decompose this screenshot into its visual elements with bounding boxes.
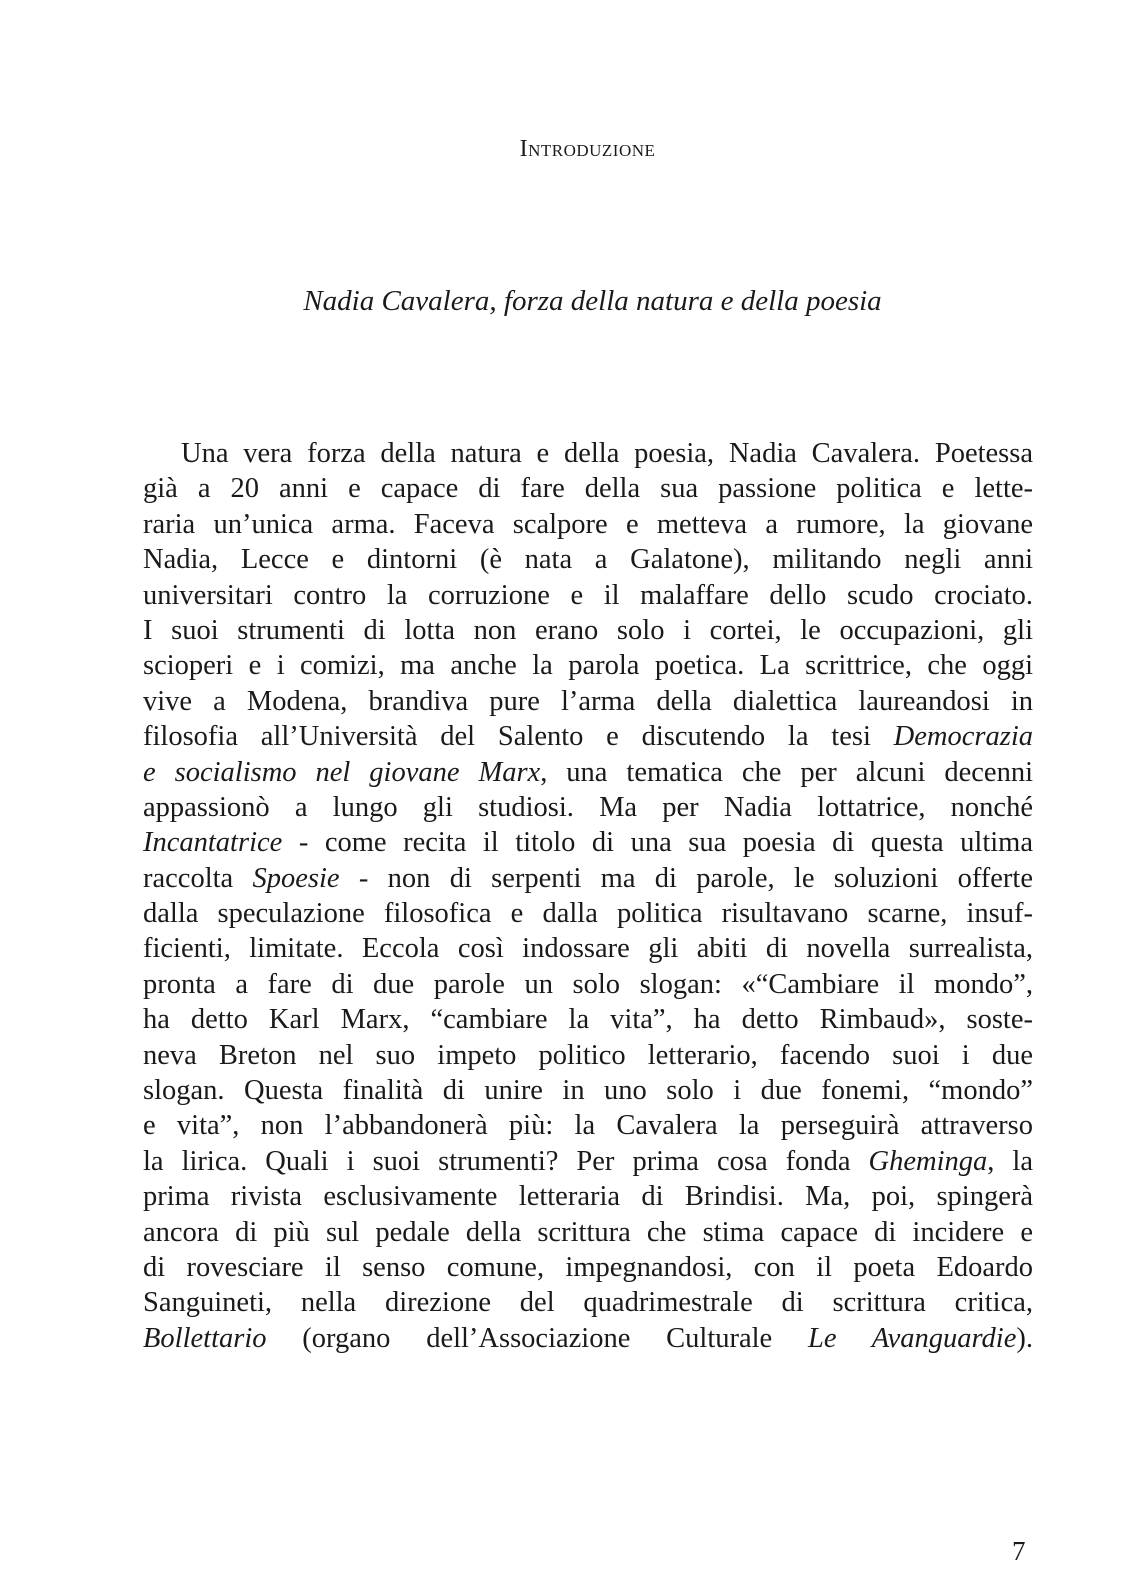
text-line: Bollettario (organo dell’Associazione Culturale Le Avanguardie).: [143, 1322, 1033, 1354]
text-line: universitari contro la corruzione e il malaffare dello scudo crociato.: [143, 579, 1033, 611]
magazine-title-italic: Gheminga: [868, 1145, 988, 1177]
text-line: ha detto Karl Marx, “cambiare la vita”, ha detto Rimbaud», soste-: [143, 1004, 1033, 1036]
text-line: vive a Modena, brandiva pure l’arma della dialettica laureandosi in: [143, 685, 1033, 717]
text-line: scioperi e i comizi, ma anche la parola poetica. La scrittrice, che oggi: [143, 650, 1033, 682]
poem-title-italic: Incantatrice: [143, 827, 283, 859]
text-line: pronta a fare di due parole un solo slogan: «“Cambiare il mondo”,: [143, 968, 1033, 1000]
text-line: ancora di più sul pedale della scrittura che stima capace di incidere e: [143, 1216, 1033, 1248]
association-name-italic: Le Avanguardie: [808, 1322, 1017, 1354]
article-title: Nadia Cavalera, forza della natura e della poesia: [303, 285, 882, 317]
text-line: Una vera forza della natura e della poesia, Nadia Cavalera. Poetessa: [181, 438, 1033, 469]
body-paragraph: [143, 436, 1033, 1356]
text-line: dalla speculazione filosofica e dalla politica risultavano scarne, insuf-: [143, 898, 1033, 930]
text-line: ficienti, limitate. Eccola così indossare gli abiti di novella surrealista,: [143, 933, 1033, 965]
text-line: slogan. Questa finalità di unire in uno solo i due fonemi, “mondo”: [143, 1075, 1033, 1107]
text-line: I suoi strumenti di lotta non erano solo i cortei, le occupazioni, gli: [143, 614, 1033, 646]
collection-title-italic: Spoesie: [252, 862, 340, 894]
section-heading: Introduzione: [519, 136, 656, 162]
text-line: Sanguineti, nella direzione del quadrimestrale di scrittura critica,: [143, 1287, 1033, 1319]
text-line: Incantatrice - come recita il titolo di una sua poesia di questa ultima: [143, 827, 1033, 859]
text-line: neva Breton nel suo impeto politico letterario, facendo suoi i due: [143, 1039, 1033, 1071]
page-number: 7: [1012, 1536, 1026, 1566]
text-line: e vita”, non l’abbandonerà più: la Cavalera la perseguirà attraverso: [143, 1110, 1033, 1142]
text-line: già a 20 anni e capace di fare della sua passione politica e lette-: [143, 473, 1033, 505]
text-line: prima rivista esclusivamente letteraria di Brindisi. Ma, poi, spingerà: [143, 1181, 1033, 1213]
text-line: raria un’unica arma. Faceva scalpore e metteva a rumore, la giovane: [143, 508, 1033, 540]
thesis-title-italic: e socialismo nel giovane Marx: [143, 756, 541, 788]
text-line: raccolta Spoesie - non di serpenti ma di parole, le soluzioni offerte: [143, 862, 1033, 894]
text-line: appassionò a lungo gli studiosi. Ma per Nadia lottatrice, nonché: [143, 791, 1033, 823]
text-line: di rovesciare il senso comune, impegnandosi, con il poeta Edoardo: [143, 1251, 1033, 1283]
text-line: e socialismo nel giovane Marx, una tematica che per alcuni decenni: [143, 756, 1033, 788]
text-line: Nadia, Lecce e dintorni (è nata a Galatone), militando negli anni: [143, 544, 1033, 576]
journal-title-italic: Bollettario: [143, 1322, 267, 1354]
thesis-title-italic: Democrazia: [893, 721, 1033, 753]
text-line: filosofia all’Università del Salento e discutendo la tesi Democrazia: [143, 721, 1033, 753]
text-line: la lirica. Quali i suoi strumenti? Per prima cosa fonda Gheminga, la: [143, 1145, 1033, 1177]
